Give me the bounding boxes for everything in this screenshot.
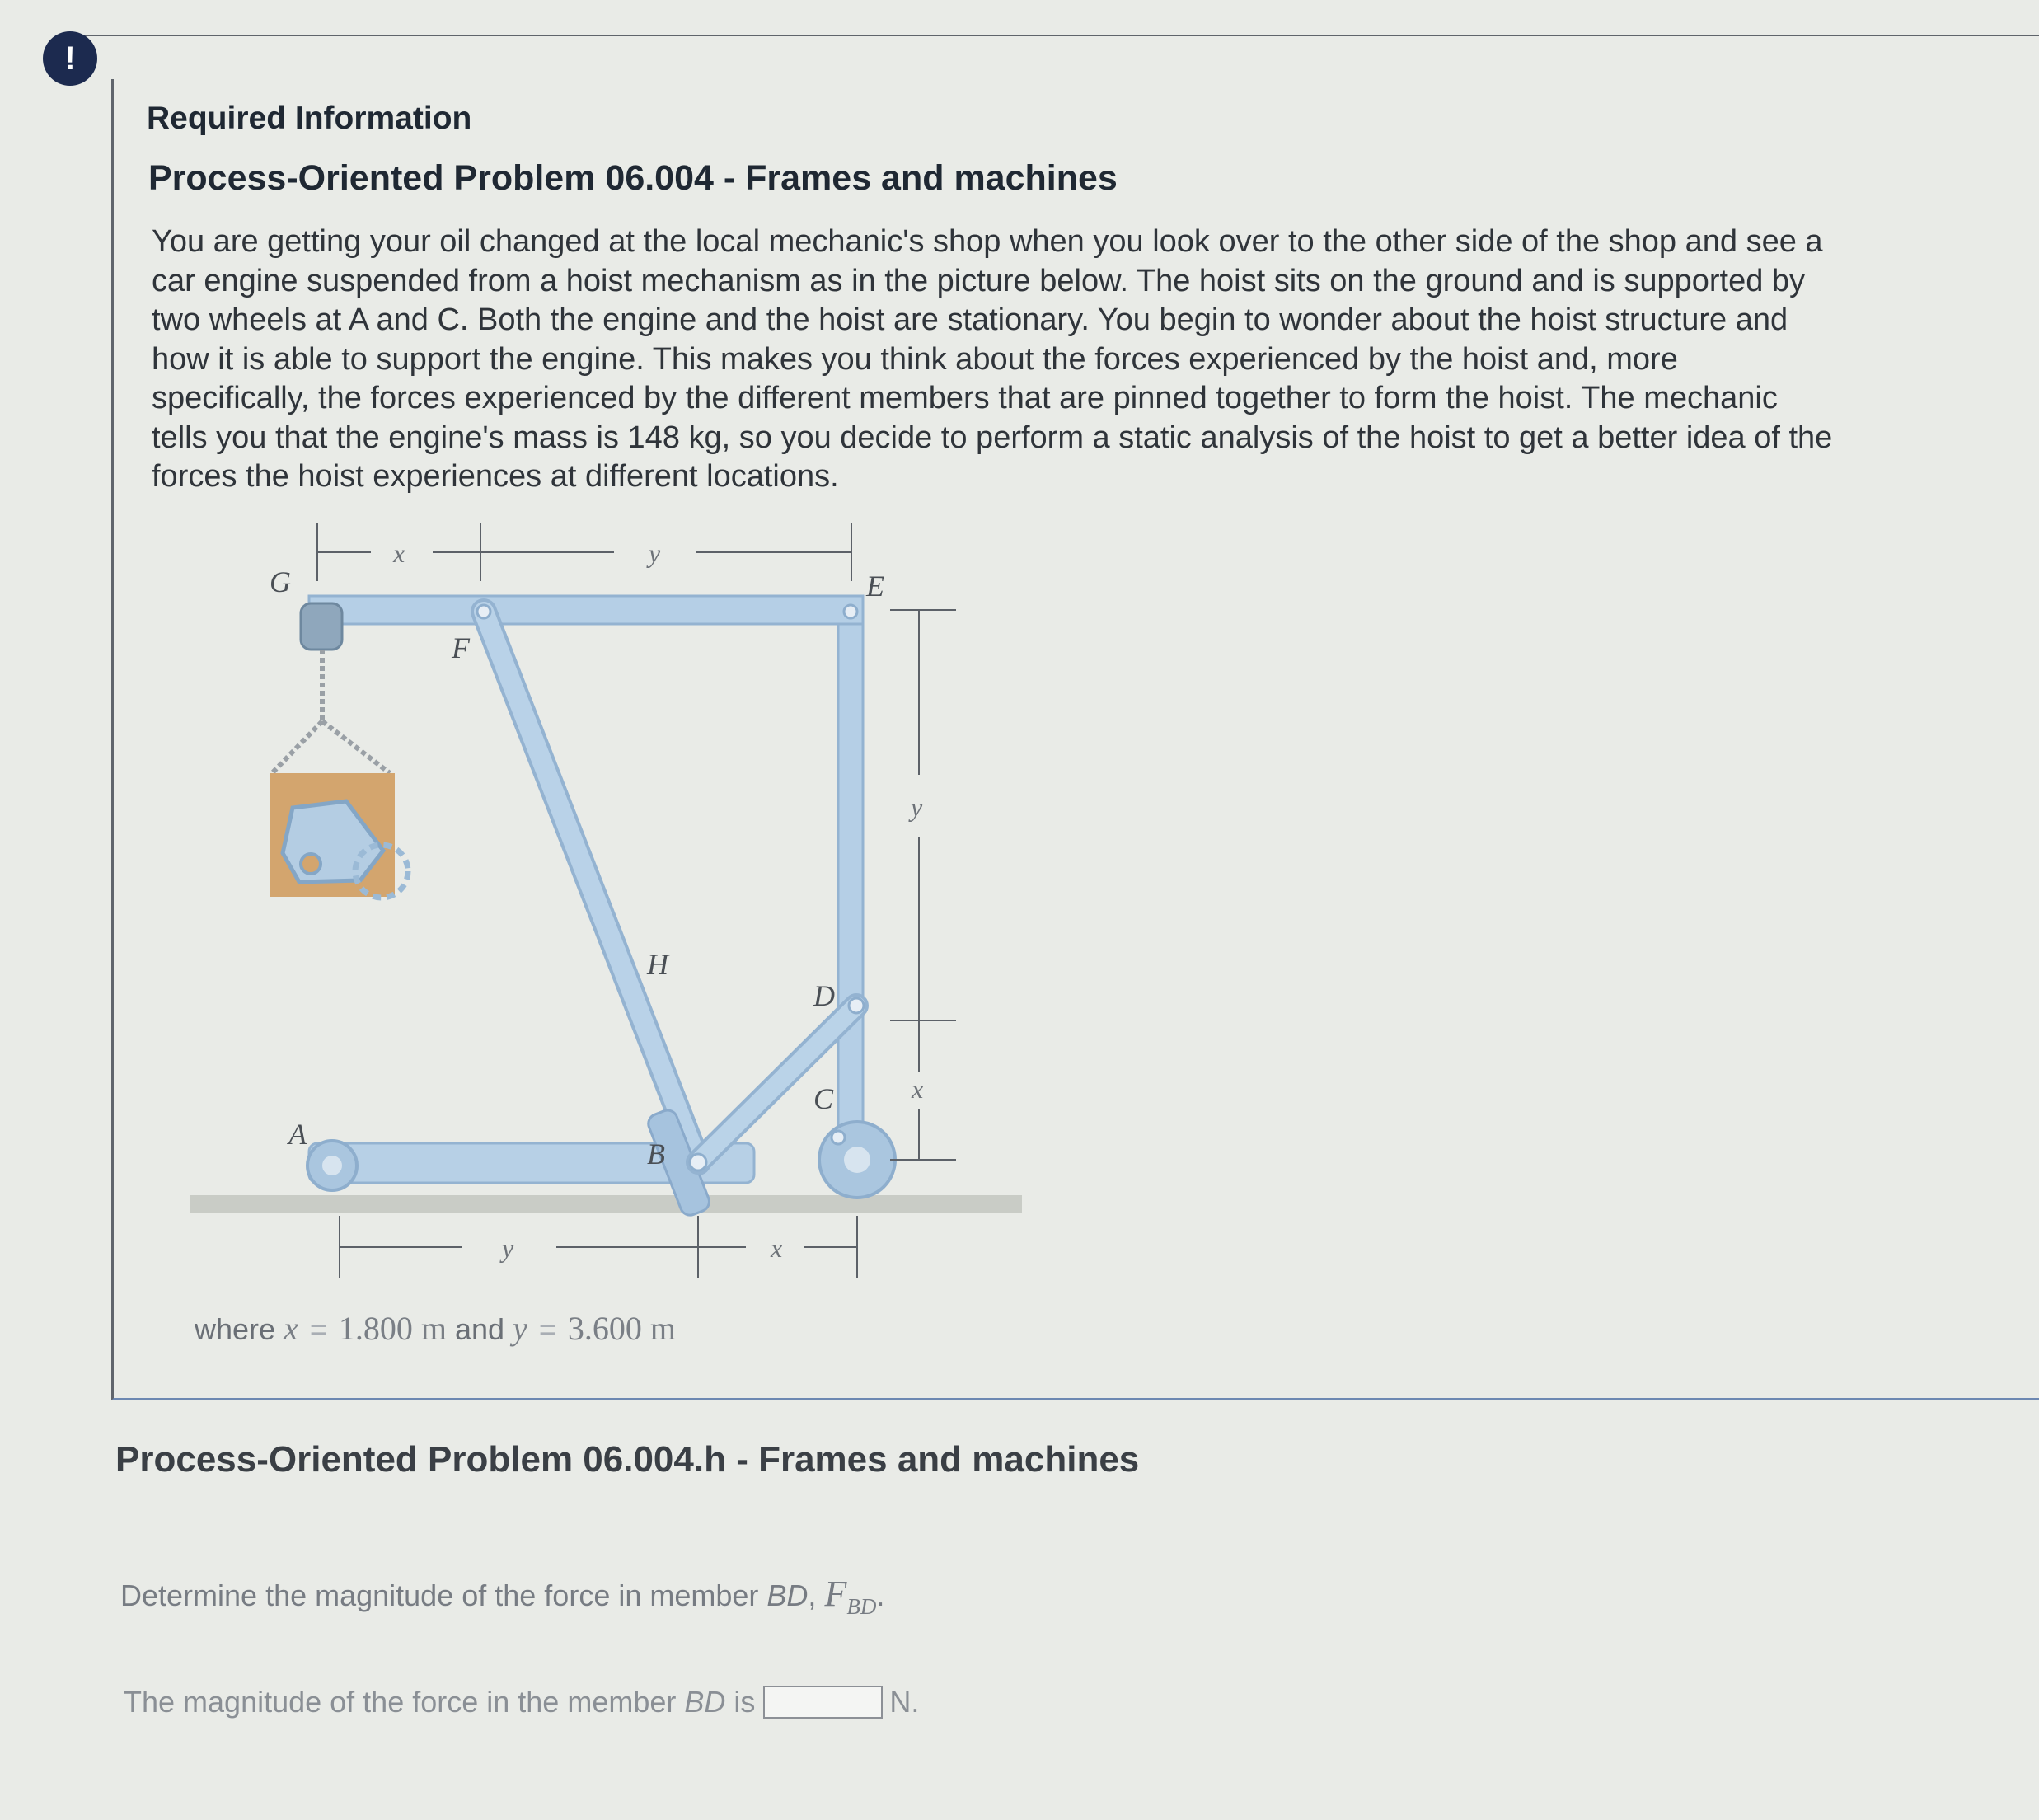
- question-text: [120, 1573, 884, 1620]
- alert-icon: !: [43, 31, 97, 86]
- where-label: where: [195, 1312, 276, 1346]
- description-line: how it is able to support the engine. This makes you think about the forces experienced by the hoist and, more: [152, 341, 1678, 377]
- variable-values: [195, 1309, 676, 1348]
- answer-row: [124, 1685, 919, 1719]
- dim-top-y: y: [649, 538, 661, 568]
- answer-input[interactable]: [763, 1686, 883, 1719]
- required-info-heading: Required Information: [147, 101, 472, 136]
- x-variable: x: [284, 1310, 298, 1347]
- label-f: F: [452, 631, 470, 664]
- force-letter: F: [824, 1574, 847, 1614]
- description-line: You are getting your oil changed at the local mechanic's shop when you look over to the other side of the shop and see a: [152, 224, 1823, 259]
- equals-sign: =: [538, 1312, 556, 1346]
- question-prefix: Determine the magnitude of the force in member: [120, 1578, 759, 1612]
- dim-right-x: x: [912, 1074, 924, 1104]
- description-line: car engine suspended from a hoist mechanism as in the picture below. The hoist sits on the ground and is supported by: [152, 263, 1806, 298]
- question-separator: ,: [808, 1578, 817, 1612]
- pin-b: [690, 1154, 706, 1170]
- dim-right-y: y: [911, 792, 923, 822]
- x-value: 1.800 m: [338, 1310, 447, 1347]
- problem-title: Process-Oriented Problem 06.004 - Frames and machines: [148, 158, 1118, 198]
- y-value: 3.600 m: [567, 1310, 677, 1347]
- and-label: and: [455, 1312, 505, 1346]
- question-member: BD: [766, 1578, 809, 1612]
- question-end: .: [876, 1578, 885, 1612]
- description-line: specifically, the forces experienced by the different members that are pinned together to form the hoist. The mechanic: [152, 381, 1778, 415]
- dim-bottom-x: x: [771, 1233, 783, 1263]
- dim-bottom-y: y: [502, 1233, 514, 1263]
- label-a: A: [288, 1118, 307, 1151]
- answer-prefix: The magnitude of the force in the member: [124, 1685, 677, 1719]
- problem-description: [152, 223, 1998, 497]
- label-e: E: [866, 570, 884, 603]
- dim-top-x: x: [393, 538, 405, 568]
- pin-c: [832, 1131, 845, 1144]
- part-title: Process-Oriented Problem 06.004.h - Frames and machines: [115, 1439, 1140, 1480]
- pin-e: [844, 605, 857, 618]
- label-d: D: [813, 979, 835, 1012]
- force-symbol: [824, 1574, 877, 1619]
- pin-f: [477, 605, 490, 618]
- description-line: forces the hoist experiences at different locations.: [152, 459, 839, 494]
- top-boom: [309, 596, 863, 624]
- ground: [190, 1195, 1022, 1213]
- label-g: G: [270, 565, 291, 598]
- answer-unit: N.: [889, 1685, 920, 1719]
- y-variable: y: [513, 1310, 527, 1347]
- equals-sign: =: [309, 1312, 327, 1346]
- label-h: H: [647, 948, 668, 981]
- force-subscript: BD: [846, 1593, 877, 1619]
- answer-member: BD: [684, 1685, 726, 1719]
- top-divider: [82, 35, 2039, 36]
- hoist-figure: [177, 511, 1034, 1344]
- description-line: two wheels at A and C. Both the engine and the hoist are stationary. You begin to wonder about the hoist structure and: [152, 303, 1788, 337]
- vertical-post: [838, 610, 863, 1158]
- hook-g: [301, 603, 342, 650]
- pin-d: [849, 998, 864, 1013]
- answer-is: is: [734, 1685, 756, 1719]
- label-c: C: [813, 1082, 834, 1115]
- label-b: B: [647, 1138, 665, 1170]
- description-line: tells you that the engine's mass is 148 kg, so you decide to perform a static analysis of the hoist to get a better idea of the: [152, 420, 1833, 455]
